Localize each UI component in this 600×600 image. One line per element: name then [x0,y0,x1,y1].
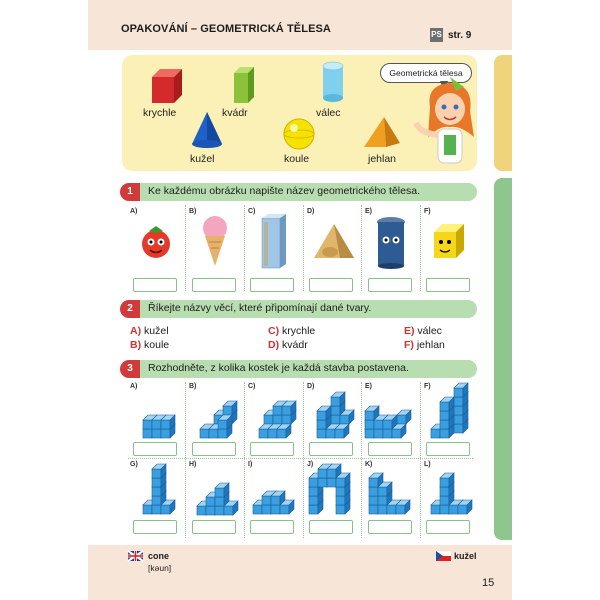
shape-label-valec: válec [316,107,341,119]
vocab-phonetic: [kəun] [148,563,172,573]
task-2-number: 2 [120,300,140,318]
cube-building-d-icon [314,384,360,440]
task-3-instruction: Rozhodněte, z kolika kostek je každá stavba postavena. [148,362,409,374]
side-tab-green [494,178,512,540]
cube-icon [146,67,186,107]
workbook-page [88,0,512,600]
cube-building-e-icon [362,398,422,440]
page-number: 15 [482,577,495,589]
girl-character-icon [420,77,480,169]
shape-label-kuzel: kužel [190,153,215,165]
task-1-label-a: A) [130,208,138,215]
task-3-answer-g[interactable] [133,520,177,534]
trash-can-cylinder-icon [374,214,408,270]
task-2-answer-b: B) koule [130,339,170,351]
cube-building-g-icon [140,464,186,516]
dice-cube-icon [430,222,470,262]
tomato-sphere-icon [139,220,173,264]
task-2-instruction: Říkejte názvy věcí, které připomínají dané tvary. [148,302,372,314]
vocab-english-word: cone [148,551,170,561]
cube-building-b-icon [197,398,243,440]
uk-flag-icon [128,551,143,561]
ice-cream-cone-icon [201,214,229,268]
task-3-label-h: H) [189,461,197,468]
divider [420,205,421,291]
divider [128,458,473,459]
task-2-answer-d: D) kvádr [268,339,308,351]
task-1-label-f: F) [424,208,431,215]
side-tab-yellow [494,55,512,171]
task-1-instruction: Ke každému obrázku napište název geometrického tělesa. [148,185,420,197]
shape-label-kvadr: kvádr [222,107,248,119]
task-3-answer-e[interactable] [368,442,412,456]
divider [303,382,304,538]
task-2-answer-e: E) válec [404,325,442,337]
task-1-label-e: E) [365,208,372,215]
shape-label-krychle: krychle [143,107,177,119]
task-3-answer-c[interactable] [250,442,294,456]
divider [361,205,362,291]
sphere-icon [282,117,316,151]
task-3-label-c: C) [248,383,256,390]
pyramid-camel-icon [310,222,358,262]
task-1-bar [122,183,477,201]
task-3-answer-i[interactable] [250,520,294,534]
task-1-label-b: B) [189,208,197,215]
divider [303,205,304,291]
cone-icon [190,110,224,150]
task-1-number: 1 [120,183,140,201]
task-3-label-e: E) [365,383,372,390]
cube-building-c-icon [256,398,302,440]
task-3-answer-j[interactable] [309,520,353,534]
cylinder-icon [321,61,345,103]
cube-building-a-icon [140,398,186,440]
task-3-answer-d[interactable] [309,442,353,456]
cuboid-icon [230,65,256,105]
ps-page-reference: str. 9 [448,30,472,41]
task-2-bar [122,300,477,318]
task-3-label-k: K) [365,461,373,468]
pyramid-icon [362,115,402,149]
task-3-answer-f[interactable] [426,442,470,456]
task-3-label-b: B) [189,383,197,390]
page-title: OPAKOVÁNÍ – GEOMETRICKÁ TĚLESA [121,23,331,35]
cube-building-f-icon [428,380,474,440]
task-3-label-i: I) [248,461,253,468]
task-3-answer-l[interactable] [426,520,470,534]
intro-shapes-box [122,55,477,171]
task-3-label-d: D) [307,383,315,390]
task-2-answer-a: A) kužel [130,325,169,337]
cube-building-i-icon [250,480,302,516]
task-1-answer-f[interactable] [426,278,470,292]
task-1-answer-b[interactable] [192,278,236,292]
task-3-answer-h[interactable] [192,520,236,534]
task-1-label-d: D) [307,208,315,215]
cube-building-l-icon [428,464,474,516]
task-1-label-c: C) [248,208,256,215]
task-2-answer-c: C) krychle [268,325,316,337]
task-3-label-g: G) [130,461,138,468]
task-1-answer-c[interactable] [250,278,294,292]
task-3-label-a: A) [130,383,138,390]
task-3-number: 3 [120,360,140,378]
task-1-answer-e[interactable] [368,278,412,292]
task-3-label-l: L) [424,461,431,468]
skyscraper-cuboid-icon [256,212,290,270]
task-1-answer-d[interactable] [309,278,353,292]
divider [244,205,245,291]
task-1-answer-a[interactable] [133,278,177,292]
shape-label-koule: koule [284,153,310,165]
cube-block [397,410,411,424]
cube-building-j-icon [306,464,358,516]
cube-building-h-icon [194,475,246,517]
ps-badge: PS [430,28,443,42]
task-3-answer-a[interactable] [133,442,177,456]
cube-building-k-icon [366,464,412,516]
task-3-label-j: J) [307,461,314,468]
task-3-bar [122,360,477,378]
shape-label-jehlan: jehlan [368,153,397,165]
task-3-label-f: F) [424,383,431,390]
task-2-answer-f: F) jehlan [404,339,445,351]
speech-bubble: Geometrická tělesa [380,63,472,83]
czech-flag-icon [436,551,451,561]
divider [185,205,186,291]
task-3-answer-k[interactable] [368,520,412,534]
task-3-answer-b[interactable] [192,442,236,456]
vocab-czech-word: kužel [454,551,477,561]
